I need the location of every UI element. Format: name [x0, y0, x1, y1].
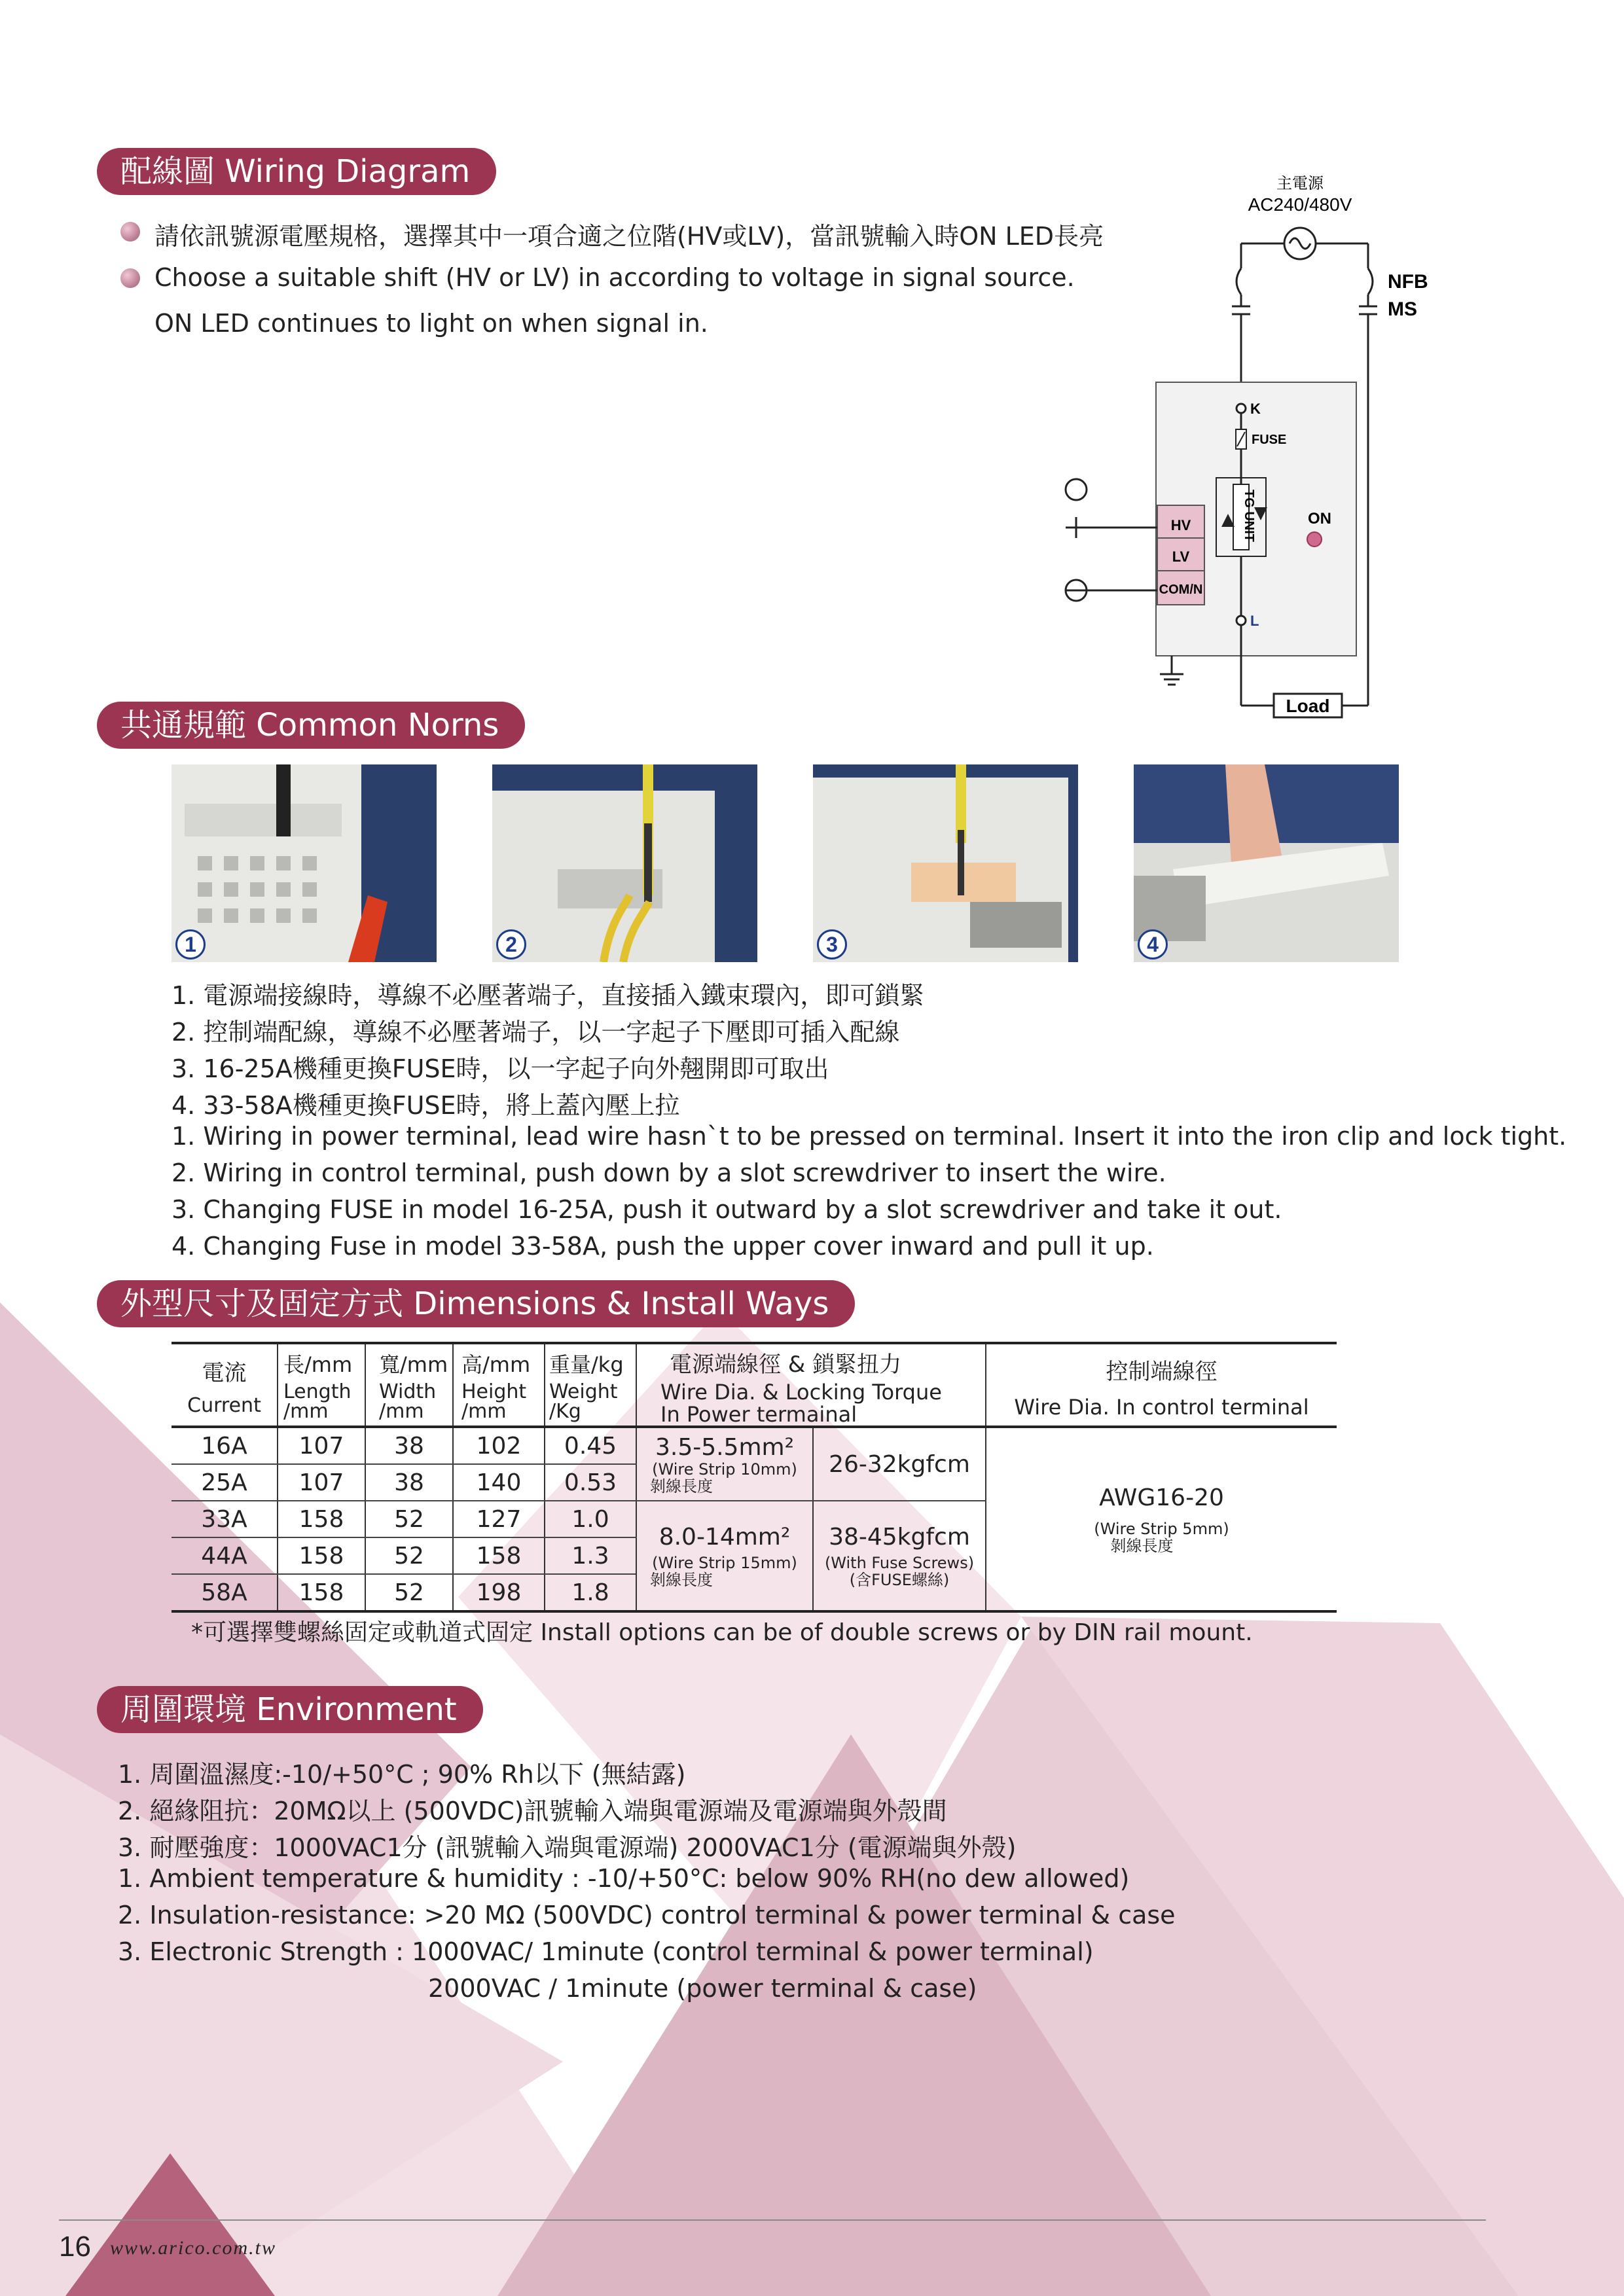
cell-width: 52 — [365, 1501, 453, 1537]
cell-control-wire: AWG16-20 (Wire Strip 5mm) 剝線長度 — [986, 1427, 1337, 1611]
cell-current: 16A — [171, 1427, 278, 1464]
load-label: Load — [1286, 696, 1330, 716]
photo-power-terminal — [171, 764, 437, 962]
terminal-k-label: K — [1250, 401, 1261, 417]
photo-control-terminal — [492, 764, 757, 962]
photo-fuse-change-small — [813, 764, 1078, 962]
tg-unit-label: TG UNIT — [1242, 490, 1256, 542]
cell-width: 52 — [365, 1537, 453, 1574]
cell-height: 198 — [453, 1574, 545, 1611]
cell-torque-group1: 26-32kgfcm — [813, 1427, 986, 1501]
step-badge-3: 3 — [817, 929, 847, 960]
cell-weight: 0.45 — [545, 1427, 636, 1464]
header-power-terminal: 電源端線徑 & 鎖緊扭力 Wire Dia. & Locking Torque In Power termainal — [636, 1343, 986, 1427]
on-led-icon — [1307, 532, 1322, 547]
wiring-diagram — [1047, 170, 1479, 726]
cell-wire-dia-group2: 8.0-14mm² (Wire Strip 15mm) 剝線長度 — [636, 1501, 813, 1611]
nfb-switch-right-icon — [1368, 268, 1373, 295]
env-note-zh-2: 2. 絕緣阻抗：20MΩ以上 (500VDC)訊號輸入端與電源端及電源端與外殼間 — [118, 1797, 947, 1825]
cell-weight: 0.53 — [545, 1464, 636, 1501]
cell-current: 33A — [171, 1501, 278, 1537]
cell-height: 102 — [453, 1427, 545, 1464]
step-badge-2: 2 — [496, 929, 526, 960]
env-note-en-1: 1. Ambient temperature & humidity : -10/+50°C: below 90% RH(no dew allowed) — [118, 1864, 1130, 1893]
common-note-en-1: 1. Wiring in power terminal, lead wire hasn`t to be pressed on terminal. Insert it into the iron clip and lock tight. — [171, 1122, 1567, 1151]
cell-width: 52 — [365, 1574, 453, 1611]
header-weight: 重量/kg Weight /Kg — [545, 1343, 636, 1427]
cell-height: 127 — [453, 1501, 545, 1537]
terminal-l-icon — [1236, 616, 1246, 625]
common-note-zh-2: 2. 控制端配線，導線不必壓著端子，以一字起子下壓即可插入配線 — [171, 1018, 900, 1047]
cell-length: 107 — [278, 1464, 365, 1501]
bullet-icon — [120, 268, 140, 288]
page-number: 16 — [59, 2231, 91, 2263]
env-note-zh-3: 3. 耐壓強度：1000VAC1分 (訊號輸入端與電源端) 2000VAC1分 (電源端與外殼) — [118, 1833, 1017, 1862]
com-label: COM/N — [1159, 583, 1203, 597]
common-note-en-2: 2. Wiring in control terminal, push down by a slot screwdriver to insert the wire. — [171, 1158, 1166, 1187]
cell-length: 158 — [278, 1574, 365, 1611]
section-title-common: 共通規範 Common Norns — [97, 702, 525, 749]
nfb-label: NFB — [1388, 271, 1428, 293]
env-note-en-2: 2. Insulation-resistance: >20 MΩ (500VDC) control terminal & power terminal & case — [118, 1901, 1176, 1929]
bullet-icon — [120, 222, 140, 242]
nfb-switch-left-icon — [1236, 268, 1241, 295]
step-badge-4: 4 — [1138, 929, 1168, 960]
header-width: 寬/mm Width /mm — [365, 1343, 453, 1427]
on-led-label: ON — [1308, 510, 1331, 528]
common-note-zh-3: 3. 16-25A機種更換FUSE時，以一字起子向外翹開即可取出 — [171, 1054, 829, 1083]
main-power-zh-label: 主電源 — [1276, 175, 1324, 192]
main-power-label: AC240/480V — [1248, 194, 1352, 215]
terminal-l-label: L — [1250, 613, 1259, 629]
header-current: 電流 Current — [171, 1343, 278, 1427]
common-note-en-3: 3. Changing FUSE in model 16-25A, push it outward by a slot screwdriver and take it out. — [171, 1195, 1282, 1224]
env-note-zh-1: 1. 周圍溫濕度:-10/+50°C ; 90% Rh以下 (無結露) — [118, 1760, 686, 1789]
lv-label: LV — [1172, 548, 1190, 565]
cell-weight: 1.8 — [545, 1574, 636, 1611]
cell-current: 58A — [171, 1574, 278, 1611]
cell-length: 107 — [278, 1427, 365, 1464]
signal-plus-terminal-icon — [1066, 479, 1087, 500]
cell-width: 38 — [365, 1427, 453, 1464]
cell-width: 38 — [365, 1464, 453, 1501]
ms-label: MS — [1388, 298, 1417, 320]
photo-fuse-change-large — [1134, 764, 1399, 962]
section-title-environment: 周圍環境 Environment — [97, 1686, 483, 1733]
dimensions-table — [171, 1342, 1337, 1613]
fuse-label: FUSE — [1252, 433, 1287, 447]
header-control-terminal: 控制端線徑 Wire Dia. In control terminal — [986, 1343, 1337, 1427]
step-badge-1: 1 — [175, 929, 206, 960]
common-note-en-4: 4. Changing Fuse in model 33-58A, push the upper cover inward and pull it up. — [171, 1232, 1154, 1261]
terminal-k-icon — [1236, 404, 1246, 413]
cell-height: 158 — [453, 1537, 545, 1574]
env-note-en-3b: 2000VAC / 1minute (power terminal & case) — [428, 1974, 977, 2003]
section-title-dimensions: 外型尺寸及固定方式 Dimensions & Install Ways — [97, 1280, 855, 1327]
cell-weight: 1.0 — [545, 1501, 636, 1537]
env-note-en-3: 3. Electronic Strength : 1000VAC/ 1minute (control terminal & power terminal) — [118, 1937, 1094, 1966]
cell-height: 140 — [453, 1464, 545, 1501]
cell-torque-group2: 38-45kgfcm (With Fuse Screws) (含FUSE螺絲) — [813, 1501, 986, 1611]
wiring-note-en-1: Choose a suitable shift (HV or LV) in according to voltage in signal source. — [154, 263, 1075, 292]
hv-label: HV — [1170, 517, 1191, 533]
cell-length: 158 — [278, 1537, 365, 1574]
header-length: 長/mm Length /mm — [278, 1343, 365, 1427]
wiring-note-en-2: ON LED continues to light on when signal in. — [154, 309, 708, 338]
install-note: *可選擇雙螺絲固定或軌道式固定 Install options can be of double screws or by DIN rail mount. — [191, 1619, 1253, 1646]
wiring-note-zh: 請依訊號源電壓規格，選擇其中一項合適之位階(HV或LV)，當訊號輸入時ON LED長亮 — [154, 222, 1104, 251]
cell-length: 158 — [278, 1501, 365, 1537]
footer-website: www.arico.com.tw — [110, 2237, 276, 2259]
header-height: 高/mm Height /mm — [453, 1343, 545, 1427]
common-note-zh-1: 1. 電源端接線時，導線不必壓著端子，直接插入鐵束環內，即可鎖緊 — [171, 981, 925, 1010]
cell-wire-dia-group1: 3.5-5.5mm² (Wire Strip 10mm) 剝線長度 — [636, 1427, 813, 1501]
table-row — [171, 1427, 1337, 1464]
cell-current: 25A — [171, 1464, 278, 1501]
cell-current: 44A — [171, 1537, 278, 1574]
cell-weight: 1.3 — [545, 1537, 636, 1574]
common-note-zh-4: 4. 33-58A機種更換FUSE時，將上蓋內壓上拉 — [171, 1091, 680, 1120]
table-header-row — [171, 1343, 1337, 1427]
section-title-wiring: 配線圖 Wiring Diagram — [97, 148, 496, 195]
